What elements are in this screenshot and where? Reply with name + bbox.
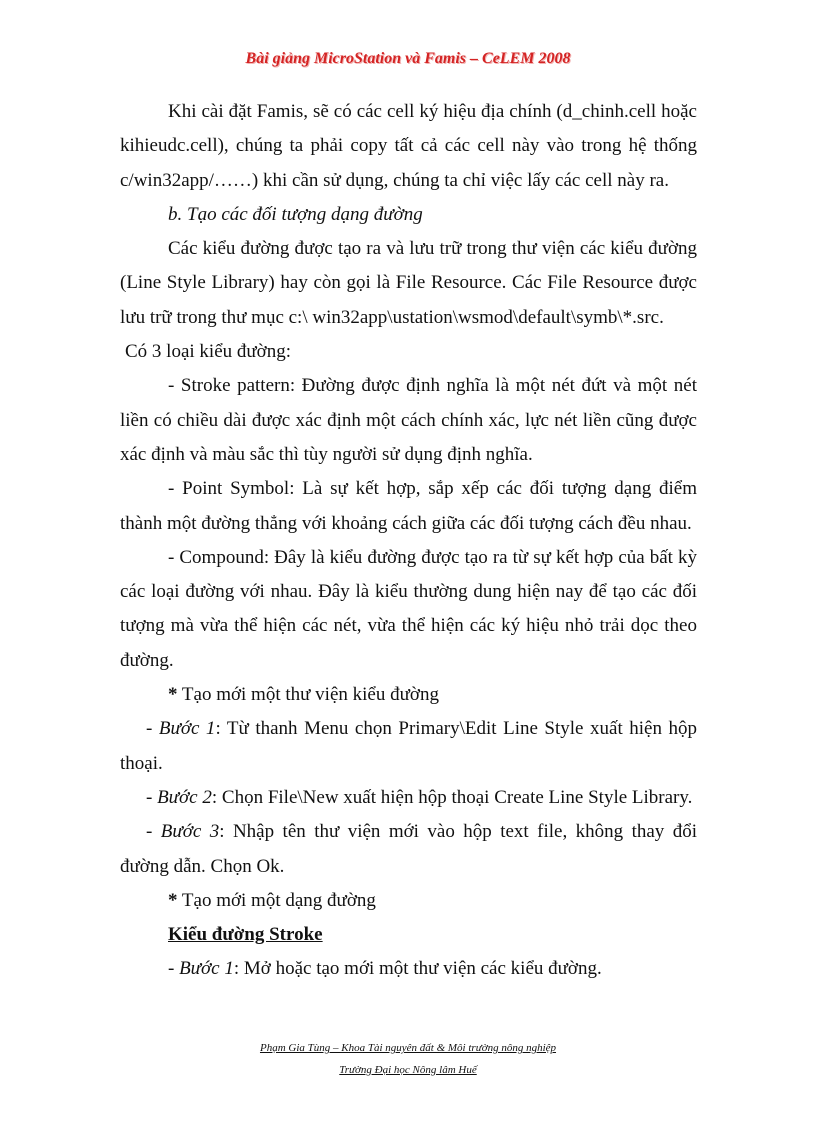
subheading-text: Tạo mới một dạng đường	[177, 889, 376, 911]
footer-author: Phạm Gia Tùng – Khoa Tài nguyên đất & Môi trường nông nghiệp	[259, 1042, 557, 1054]
subheading-text: Tạo mới một thư viện kiểu đường	[177, 684, 439, 706]
step-dash: -	[146, 786, 158, 808]
step-item	[120, 781, 697, 815]
step-label: Bước 2	[157, 786, 212, 808]
step-item	[120, 952, 697, 986]
stroke-heading: Kiểu đường Stroke	[168, 924, 323, 946]
asterisk-mark: *	[168, 684, 178, 706]
step-label: Bước 1	[158, 718, 216, 740]
page-content	[120, 95, 697, 987]
paragraph: Khi cài đặt Famis, sẽ có các cell ký hiệu địa chính (d_chinh.cell hoặc kihieudc.cell), chúng ta phải copy tất cả các cell này vào trong hệ thống c/win32app/……) khi cần sử dụng, chúng ta chỉ việc lấy các cell này ra.	[120, 101, 697, 191]
section-heading: b. Tạo các đối tượng dạng đường	[168, 203, 423, 225]
paragraph: Các kiểu đường được tạo ra và lưu trữ trong thư viện các kiểu đường (Line Style Library) hay còn gọi là File Resource. Các File Resource được lưu trữ trong thư mục c:\ win32app\ustation\wsmod\default\symb\*.src.	[120, 238, 697, 328]
running-header: Bài giảng MicroStation và Famis – CeLEM 2008	[245, 50, 571, 67]
step-text: : Mở hoặc tạo mới một thư viện các kiểu đường.	[233, 958, 602, 980]
step-text: : Chọn File\New xuất hiện hộp thoại Create Line Style Library.	[211, 786, 693, 808]
step-text: : Nhập tên thư viện mới vào hộp text file, không thay đổi đường dẫn. Chọn Ok.	[120, 821, 697, 877]
paragraph: - Compound: Đây là kiểu đường được tạo ra từ sự kết hợp của bất kỳ các loại đường với nhau. Đây là kiểu thường dung hiện nay để tạo các đối tượng mà vừa thể hiện các nét, vừa thể hiện các ký hiệu nhỏ trải dọc theo đường.	[120, 546, 697, 671]
page-footer	[0, 1037, 816, 1081]
paragraph: Có 3 loại kiểu đường:	[125, 341, 291, 363]
step-item	[120, 815, 697, 884]
paragraph: - Stroke pattern: Đường được định nghĩa là một nét đứt và một nét liền có chiều dài được xác định một cách chính xác, lực nét liền cũng được xác định và màu sắc thì tùy người sử dụng định nghĩa.	[120, 375, 697, 465]
step-dash: -	[146, 821, 161, 843]
subheading	[120, 884, 697, 918]
subheading	[120, 678, 697, 712]
step-label: Bước 1	[179, 958, 234, 980]
step-dash: -	[146, 718, 159, 740]
paragraph: - Point Symbol: Là sự kết hợp, sắp xếp các đối tượng dạng điểm thành một đường thẳng với khoảng cách giữa các đối tượng cách đều nhau.	[120, 478, 697, 534]
footer-institution: Trường Đại học Nông lâm Huế	[339, 1064, 477, 1076]
step-label: Bước 3	[160, 821, 220, 843]
step-dash: -	[168, 958, 180, 980]
asterisk-mark: *	[168, 889, 178, 911]
section-heading	[120, 918, 697, 952]
step-item	[120, 712, 697, 781]
step-text: : Từ thanh Menu chọn Primary\Edit Line Style xuất hiện hộp thoại.	[120, 718, 698, 774]
